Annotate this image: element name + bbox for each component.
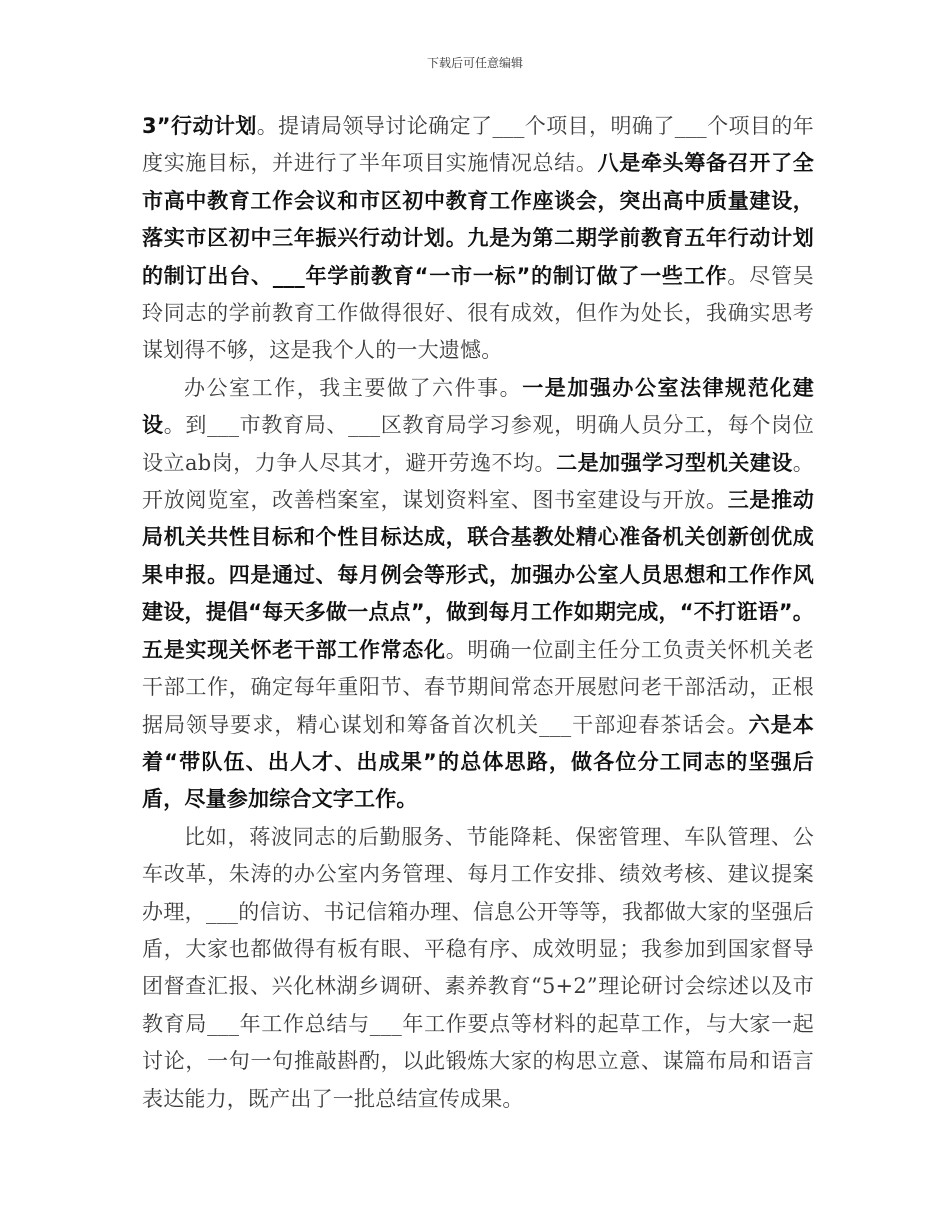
text-run: 二是加强学习型机关建设: [556, 450, 793, 475]
text-run: 。开放阅览室，改善档案室，谋划资料室、图书室建设与开放。: [142, 450, 814, 513]
paragraph-3: [142, 819, 814, 1118]
text-run: 。到___市教育局、___区教育局学习参观，明确人员分工，每个岗位设立ab岗，力争人尽其才，避开劳逸不均。: [142, 413, 814, 475]
text-run: 三是推动局机关共性目标和个性目标达成，联合基教处精心准备机关创新创优成果申报。四是通过、每月例会等形式，加强办公室人员思想和工作作风建设，提倡“每天多做一点点”，做到每月工作如期完成，“不打诳语”。五是实现关怀老干部工作常态化: [142, 488, 814, 662]
page-header: 下载后可任意编辑: [426, 56, 523, 70]
text-run: 八是牵头筹备召开了全市高中教育工作会议和市区初中教育工作座谈会，突出高中质量建设，落实市区初中三年振兴行动计划。九是为第二期学前教育五年行动计划的制订出台、___年学前教育“一市一标”的制订做了一些工作: [142, 151, 815, 288]
text-run: 3”行动计划: [142, 114, 257, 138]
document-body: [142, 108, 814, 1118]
text-run: 。尽管吴玲同志的学前教育工作做得很好、很有成效，但作为处长，我确实思考谋划得不够，这是我个人的一大遗憾。: [142, 263, 814, 363]
text-run: 办公室工作，我主要做了六件事。: [184, 375, 523, 400]
text-run: 。提请局领导讨论确定了___个项目，明确了___个项目的年度实施目标，并进行了半年项目实施情况总结。: [142, 114, 814, 176]
paragraph-1: [142, 108, 814, 370]
text-run: 。明确一位副主任分工负责关怀机关老干部工作，确定每年重阳节、春节期间常态开展慰问老干部活动，正根据局领导要求，精心谋划和筹备首次机关___干部迎春茶话会。: [142, 637, 814, 737]
text-run: 六是本着“带队伍、出人才、出成果”的总体思路，做各位分工同志的坚强后盾，尽量参加综合文字工作。: [142, 712, 814, 812]
paragraph-2: [142, 370, 814, 819]
text-run: 一是加强办公室法律规范化建设: [142, 375, 814, 438]
text-run: 比如，蒋波同志的后勤服务、节能降耗、保密管理、车队管理、公车改革，朱涛的办公室内务管理、每月工作安排、绩效考核、建议提案办理，___的信访、书记信箱办理、信息公开等等，我都做大家的坚强后盾，大家也都做得有板有眼、平稳有序、成效明显；我参加到国家督导团督查汇报、兴化林湖乡调研、素养教育“5+2”理论研讨会综述以及市教育局___年工作总结与___年工作要点等材料的起草工作，与大家一起讨论，一句一句推敲斟酌，以此锻炼大家的构思立意、谋篇布局和语言表达能力，既产出了一批总结宣传成果。: [142, 824, 814, 1111]
